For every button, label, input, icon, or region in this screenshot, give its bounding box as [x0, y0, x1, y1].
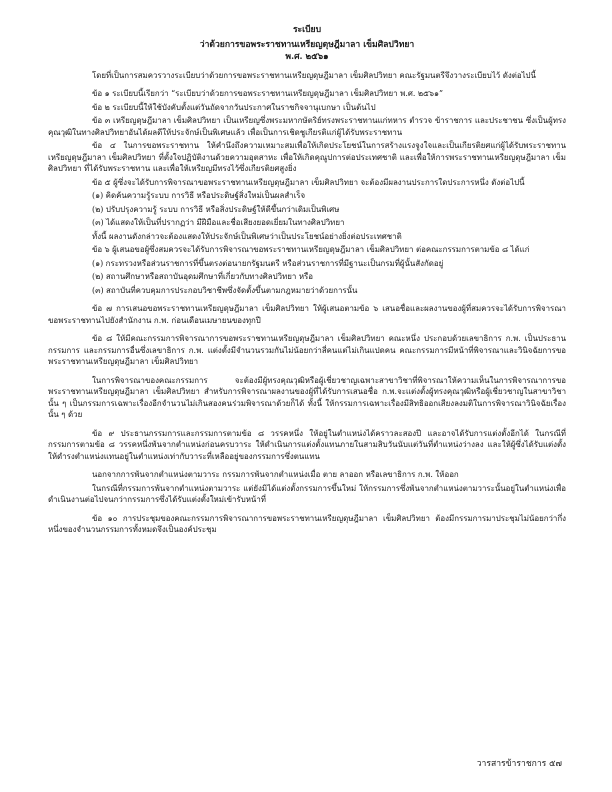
clause-6: ข้อ ๖ ผู้เสนอขอผู้ซึ่งสมควรจะได้รับการพิจารณาขอพระราชทานเหรียญดุษฎีมาลา เข็มศิลปวิทยา ต่อคณะกรรมการตามข้อ ๘ ได้แก่	[92, 245, 530, 254]
clause-8-paragraph-2: ในการพิจารณาของคณะกรรมการ จะต้องมีผู้ทรงคุณวุฒิหรือผู้เชี่ยวชาญเฉพาะสาขาวิชาที่พิจารณาให้ความเห็นในการพิจารณาการขอพระราชทานเหรียญดุษฎีมาลา เข็มศิลปวิทยา สำหรับการพิจารณาผลงานของผู้ที่ได้รับการเสนอชื่อ ก.พ.จะแต่งตั้งผู้ทรงคุณวุฒิหรือผู้เชี่ยวชาญในสาขาวิชานั้น ๆ เป็นกรรมการเฉพาะเรื่องอีกจำนวนไม่เกินสองคนร่วมพิจารณาด้วยก็ได้ ทั้งนี้ ให้กรรมการเฉพาะเรื่องมีสิทธิออกเสียงลงมติในการพิจารณาวินิจฉัยเรื่องนั้น ๆ ด้วย	[48, 375, 566, 419]
clause-6-item-1: (๑) กระทรวงหรือส่วนราชการที่ขึ้นตรงต่อนายกรัฐมนตรี หรือส่วนราชการที่มีฐานะเป็นกรมที่ผู้นั้นสังกัดอยู่	[92, 258, 444, 268]
clause-9: ข้อ ๙ ประธานกรรมการและกรรมการตามข้อ ๘ วรรคหนึ่ง ให้อยู่ในตำแหน่งได้คราวละสองปี และอาจได้รับการแต่งตั้งอีกได้ ในกรณีที่กรรมการตามข้อ ๘ วรรคหนึ่งพ้นจากตำแหน่งก่อนครบวาระ ให้ดำเนินการแต่งตั้งแทนภายในสามสิบวันนับแต่วันที่ตำแหน่งว่างลง และให้ผู้ซึ่งได้รับแต่งตั้งให้ดำรงตำแหน่งแทนอยู่ในตำแหน่งเท่ากับวาระที่เหลืออยู่ของกรรมการซึ่งตนแทน	[48, 428, 566, 461]
clause-5-note: ทั้งนี้ ผลงานดังกล่าวจะต้องแสดงให้ประจักษ์เป็นพิเศษว่าเป็นประโยชน์อย่างยิ่งต่อประเทศชาติ	[92, 231, 402, 241]
clause-1: ข้อ ๑ ระเบียบนี้เรียกว่า “ระเบียบว่าด้วยการขอพระราชทานเหรียญดุษฎีมาลา เข็มศิลปวิทยา พ.ศ. ๒๕๖๑”	[92, 89, 444, 98]
document-year: พ.ศ. ๒๕๖๑	[285, 52, 329, 62]
clause-7: ข้อ ๗ การเสนอขอพระราชทานเหรียญดุษฎีมาลา เข็มศิลปวิทยา ให้ผู้เสนอตามข้อ ๖ เสนอชื่อและผลงานของผู้ที่สมควรจะได้รับการพิจารณาขอพระราชทานไปยังสำนักงาน ก.พ. ก่อนเดือนเมษายนของทุกปี	[48, 304, 566, 325]
clause-9-paragraph-2: นอกจากการพ้นจากตำแหน่งตามวาระ กรรมการพ้นจากตำแหน่งเมื่อ ตาย ลาออก หรือเลขาธิการ ก.พ. ให้ออก	[92, 470, 459, 479]
clause-6-item-2: (๒) สถานศึกษาหรือสถาบันอุดมศึกษาที่เกี่ยวกับทางศิลปวิทยา หรือ	[92, 272, 314, 281]
document-subtitle: ว่าด้วยการขอพระราชทานเหรียญดุษฎีมาลา เข็มศิลปวิทยา	[199, 39, 415, 50]
page-footer: วารสารข้าราชการ ๕๗	[476, 758, 562, 769]
clause-9-paragraph-3: ในกรณีที่กรรมการพ้นจากตำแหน่งตามวาระ แต่ยังมิได้แต่งตั้งกรรมการขึ้นใหม่ ให้กรรมการซึ่งพ้นจากตำแหน่งตามวาระนั้นอยู่ในตำแหน่งเพื่อดำเนินงานต่อไปจนกว่ากรรมการซึ่งได้รับแต่งตั้งใหม่เข้ารับหน้าที่	[48, 483, 566, 504]
document-title: ระเบียบ	[292, 25, 322, 35]
clause-10: ข้อ ๑๐ การประชุมของคณะกรรมการพิจารณาการขอพระราชทานเหรียญดุษฎีมาลา เข็มศิลปวิทยา ต้องมีกรรมการมาประชุมไม่น้อยกว่ากึ่งหนึ่งของจำนวนกรรมการทั้งหมดจึงเป็นองค์ประชุม	[48, 513, 566, 534]
clause-5-item-3: (๓) ได้แสดงให้เป็นที่ปรากฏว่า มีฝีมือและชื่อเสียงยอดเยี่ยมในทางศิลปวิทยา	[92, 218, 345, 227]
preamble-paragraph: โดยที่เป็นการสมควรวางระเบียบว่าด้วยการขอพระราชทานเหรียญดุษฎีมาลา เข็มศิลปวิทยา คณะรัฐมนตรีจึงวางระเบียบไว้ ดังต่อไปนี้	[92, 70, 536, 80]
clause-3: ข้อ ๓ เหรียญดุษฎีมาลา เข็มศิลปวิทยา เป็นเหรียญซึ่งพระมหากษัตริย์ทรงพระราชทานแก่ทหาร ตำรวจ ข้าราชการ และประชาชน ซึ่งเป็นผู้ทรงคุณวุฒิในทางศิลปวิทยาอันได้ผลดีให้ประจักษ์เป็นพิเศษแล้ว เพื่อเป็นการเชิดชูเกียรติแก่ผู้ได้รับพระราชทาน	[48, 116, 566, 137]
clause-6-item-3: (๓) สถาบันที่ควบคุมการประกอบวิชาชีพซึ่งจัดตั้งขึ้นตามกฎหมายว่าด้วยการนั้น	[92, 285, 358, 295]
clause-5-item-2: (๒) ปรับปรุงความรู้ ระบบ การวิธี หรือสิ่งประดิษฐ์ให้ดีขึ้นกว่าเดิมเป็นพิเศษ	[92, 204, 340, 214]
clause-5-item-1: (๑) คิดค้นความรู้ระบบ การวิธี หรือประดิษฐ์สิ่งใหม่เป็นผลสำเร็จ	[92, 191, 306, 200]
clause-2: ข้อ ๒ ระเบียบนี้ให้ใช้บังคับตั้งแต่วันถัดจากวันประกาศในราชกิจจานุเบกษา เป็นต้นไป	[92, 102, 376, 112]
clause-8: ข้อ ๘ ให้มีคณะกรรมการพิจารณาการขอพระราชทานเหรียญดุษฎีมาลา เข็มศิลปวิทยา คณะหนึ่ง ประกอบด้วยเลขาธิการ ก.พ. เป็นประธานกรรมการ และกรรมการอื่นซึ่งเลขาธิการ ก.พ. แต่งตั้งมีจำนวนรวมกันไม่น้อยกว่าสี่คนแต่ไม่เกินแปดคน คณะกรรมการมีหน้าที่พิจารณาและวินิจฉัยการขอพระราชทานเหรียญดุษฎีมาลา เข็มศิลปวิทยา	[48, 334, 566, 366]
clause-5: ข้อ ๕ ผู้ซึ่งจะได้รับการพิจารณาขอพระราชทานเหรียญดุษฎีมาลา เข็มศิลปวิทยา จะต้องมีผลงานประการใดประการหนึ่ง ดังต่อไปนี้	[92, 177, 525, 187]
clause-4: ข้อ ๔ ในการขอพระราชทาน ให้คำนึงถึงความเหมาะสมเพื่อให้เกิดประโยชน์ในการสร้างแรงจูงใจและเป็นเกียรติยศแก่ผู้ได้รับพระราชทานเหรียญดุษฎีมาลา เข็มศิลปวิทยา ที่ตั้งใจปฏิบัติงานด้วยความอุตสาหะ เพื่อให้เกิดคุณูปการต่อประเทศชาติ และเพื่อให้การพระราชทานเหรียญดุษฎีมาลา เข็มศิลปวิทยา ที่ได้รับพระราชทาน และเพื่อให้เหรียญมีทรงไว้ซึ่งเกียรติยศสูงยิ่ง	[48, 141, 566, 173]
